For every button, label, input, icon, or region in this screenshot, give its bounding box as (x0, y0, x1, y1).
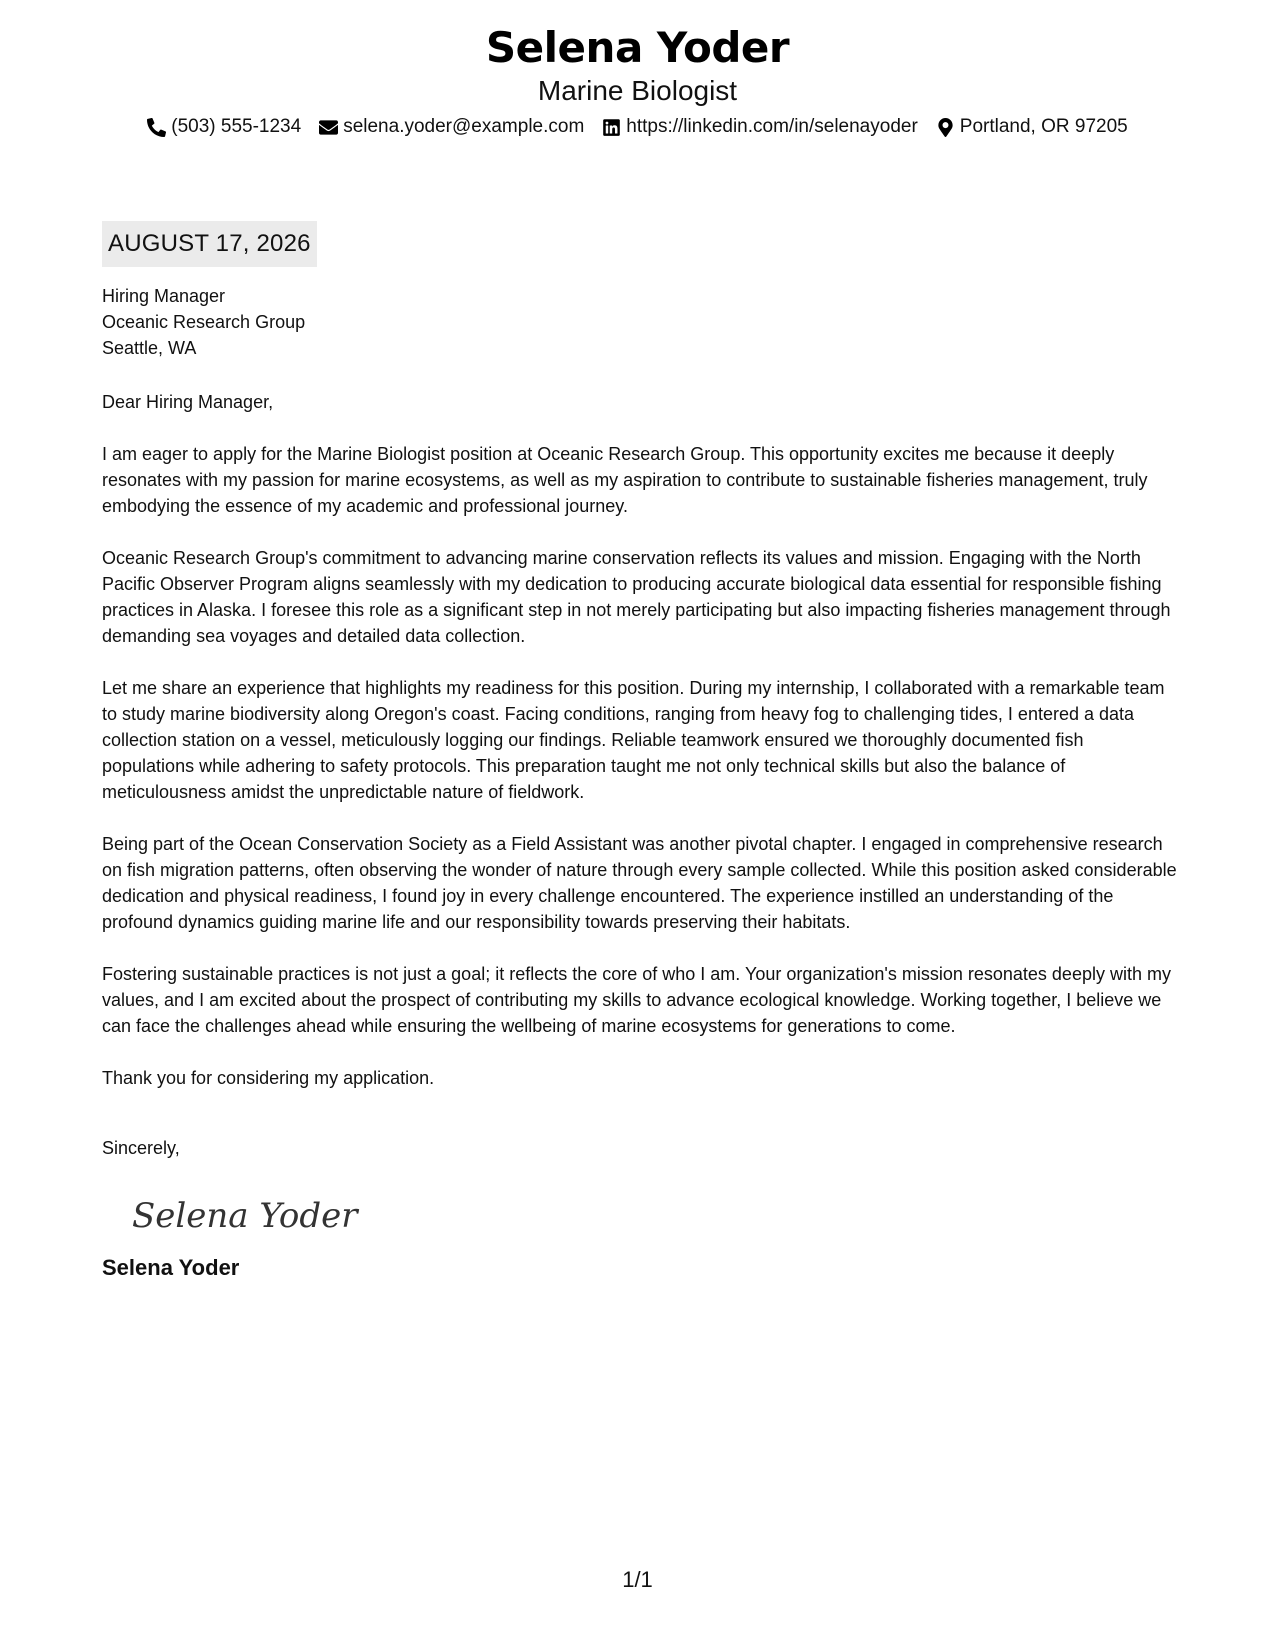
signoff-name: Selena Yoder (102, 1255, 240, 1280)
letter-date: AUGUST 17, 2026 (102, 221, 317, 267)
body-paragraph: Being part of the Ocean Conservation Society as a Field Assistant was another pivotal chapter. I engaged in comprehensive research on fish migration patterns, often observing the wonder of nature through every sample collected. While this position asked considerable dedication and physical readiness, I found joy in every challenge encountered. The experience instilled an understanding of the profound dynamics guiding marine life and our responsibility towards preserving their habitats. (102, 834, 1177, 932)
recipient-line: Hiring Manager (102, 286, 226, 306)
closing: Sincerely, (102, 1138, 180, 1158)
salutation: Dear Hiring Manager, (102, 392, 274, 412)
linkedin-text[interactable]: https://linkedin.com/in/selenayoder (626, 116, 918, 137)
letter-header (0, 22, 1275, 140)
body-paragraph: I am eager to apply for the Marine Biologist position at Oceanic Research Group. This opportunity excites me because it deeply resonates with my passion for marine ecosystems, as well as my aspiration to contribute to sustainable fisheries management, truly embodying the essence of my academic and professional journey. (102, 444, 1148, 516)
contact-linkedin[interactable] (602, 114, 918, 140)
letter-body (102, 221, 1177, 1283)
contact-bar (0, 114, 1275, 140)
signature-image (128, 1185, 368, 1245)
applicant-title: Marine Biologist (537, 75, 738, 106)
envelope-icon (319, 118, 338, 137)
applicant-name: Selena Yoder (485, 23, 790, 72)
signature (128, 1185, 1177, 1245)
recipient-line: Seattle, WA (102, 338, 197, 358)
contact-email[interactable] (319, 114, 584, 140)
signature-text: Selena Yoder (132, 1196, 358, 1236)
email-text[interactable]: selena.yoder@example.com (343, 116, 585, 137)
body-paragraph: Fostering sustainable practices is not just a goal; it reflects the core of who I am. Your organization's mission resonates deeply with my values, and I am excited about the prospect of contributing my skills to advance ecological knowledge. Working together, I believe we can face the challenges ahead while ensuring the wellbeing of marine ecosystems for generations to come. (102, 964, 1171, 1036)
map-pin-icon (936, 118, 955, 137)
location-text: Portland, OR 97205 (959, 116, 1128, 137)
contact-location (936, 114, 1128, 140)
phone-text: (503) 555-1234 (171, 116, 302, 137)
linkedin-icon (602, 118, 621, 137)
recipient-block (102, 283, 1177, 361)
body-paragraph: Oceanic Research Group's commitment to advancing marine conservation reflects its values and mission. Engaging with the North Pacific Observer Program aligns seamlessly with my dedication to producing accurate biological data essential for responsible fishing practices in Alaska. I foresee this role as a significant step in not merely participating but also impacting fisheries management through demanding sea voyages and detailed data collection. (102, 548, 1171, 646)
page-number: 1/1 (622, 1567, 653, 1592)
phone-icon (147, 118, 166, 137)
contact-phone (147, 114, 301, 140)
body-paragraph: Thank you for considering my application. (102, 1068, 435, 1088)
body-paragraph: Let me share an experience that highlights my readiness for this position. During my internship, I collaborated with a remarkable team to study marine biodiversity along Oregon's coast. Facing conditions, ranging from heavy fog to challenging tides, I entered a data collection station on a vessel, meticulously logging our findings. Reliable teamwork ensured we thoroughly documented fish populations while adhering to safety protocols. This preparation taught me not only technical skills but also the balance of meticulousness amidst the unpredictable nature of fieldwork. (102, 678, 1165, 802)
recipient-line: Oceanic Research Group (102, 312, 306, 332)
